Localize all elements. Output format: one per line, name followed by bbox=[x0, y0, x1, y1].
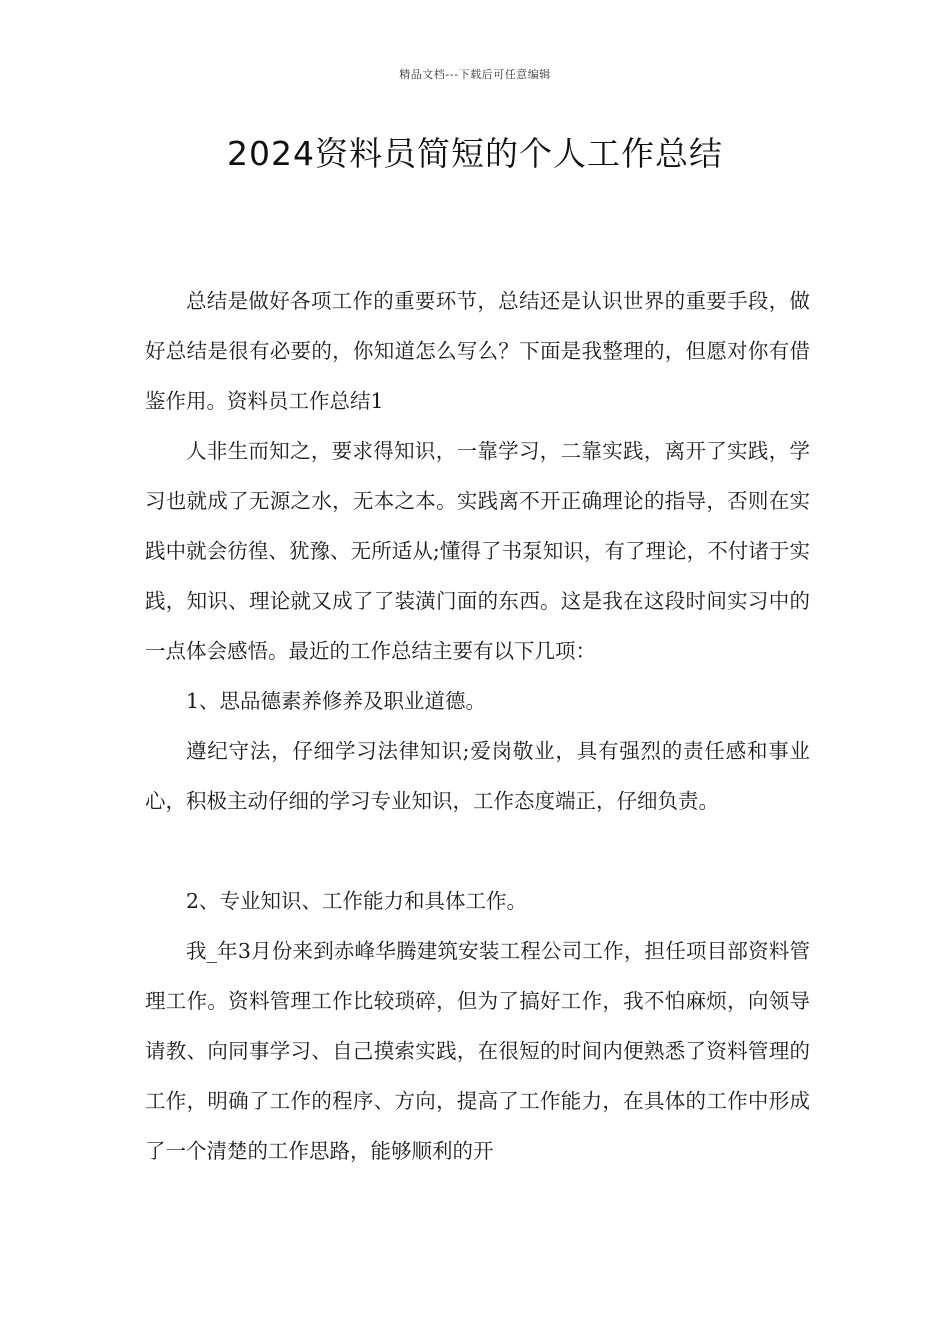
document-body bbox=[145, 276, 810, 1176]
paragraph-intro: 总结是做好各项工作的重要环节，总结还是认识世界的重要手段，做好总结是很有必要的，你知道怎么写么？下面是我整理的，但愿对你有借鉴作用。资料员工作总结1 bbox=[145, 289, 810, 413]
paragraph-section-2-body: 我_年3月份来到赤峰华腾建筑安装工程公司工作，担任项目部资料管理工作。资料管理工作比较琐碎，但为了搞好工作，我不怕麻烦，向领导请教、向同事学习、自己摸索实践，在很短的时间内便熟悉了资料管理的工作，明确了工作的程序、方向，提高了工作能力，在具体的工作中形成了一个清楚的工作思路，能够顺利的开 bbox=[145, 939, 810, 1163]
paragraph-practice: 人非生而知之，要求得知识，一靠学习，二靠实践，离开了实践，学习也就成了无源之水，无本之本。实践离不开正确理论的指导，否则在实践中就会彷徨、犹豫、无所适从;懂得了书泵知识，有了理论，不付诸于实践，知识、理论就又成了了装潢门面的东西。这是我在这段时间实习中的一点体会感悟。最近的工作总结主要有以下几项： bbox=[145, 439, 810, 663]
document-title: 2024资料员简短的个人工作总结 bbox=[227, 134, 723, 173]
paragraph-section-1-heading: 1、思品德素养修养及职业道德。 bbox=[186, 689, 487, 713]
paragraph-section-1-body: 遵纪守法，仔细学习法律知识;爱岗敬业，具有强烈的责任感和事业心，积极主动仔细的学习专业知识，工作态度端正，仔细负责。 bbox=[145, 739, 810, 813]
paragraph-section-2-heading: 2、专业知识、工作能力和具体工作。 bbox=[186, 889, 528, 913]
header-note: 精品文档---下载后可任意编辑 bbox=[399, 68, 551, 81]
